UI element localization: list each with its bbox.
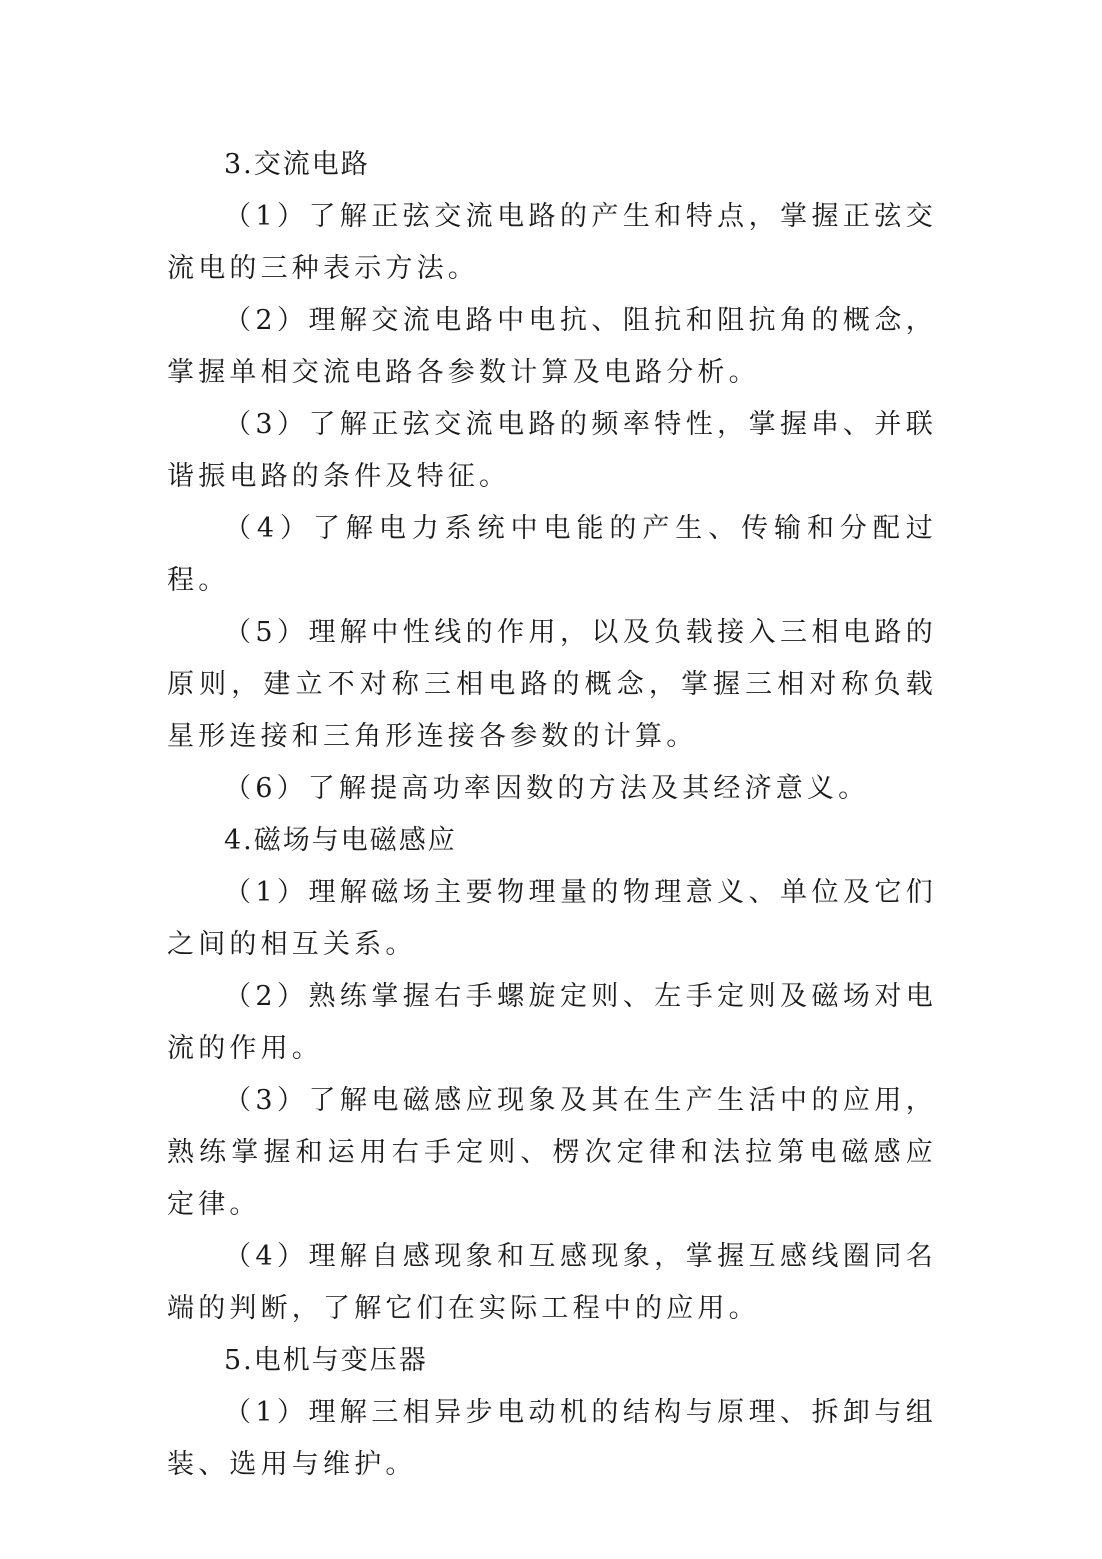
list-item: （3）了解电磁感应现象及其在生产生活中的应用，熟练掌握和运用右手定则、楞次定律和法拉第电磁感应定律。: [167, 1085, 937, 1220]
list-item: （4）了解电力系统中电能的产生、传输和分配过程。: [167, 513, 937, 596]
list-item: （4）理解自感现象和互感现象，掌握互感线圈同名端的判断，了解它们在实际工程中的应用。: [167, 1241, 937, 1324]
list-item: （3）了解正弦交流电路的频率特性，掌握串、并联谐振电路的条件及特征。: [167, 409, 937, 492]
list-item: （1）理解磁场主要物理量的物理意义、单位及它们之间的相互关系。: [167, 877, 937, 960]
list-item: （2）理解交流电路中电抗、阻抗和阻抗角的概念，掌握单相交流电路各参数计算及电路分析。: [167, 305, 937, 388]
section-heading: 5.电机与变压器: [224, 1345, 428, 1376]
section-heading: 4.磁场与电磁感应: [224, 825, 457, 856]
list-item: （1）理解三相异步电动机的结构与原理、拆卸与组装、选用与维护。: [167, 1397, 937, 1480]
list-item: （5）理解中性线的作用，以及负载接入三相电路的原则，建立不对称三相电路的概念，掌握三相对称负载星形连接和三角形连接各参数的计算。: [167, 617, 937, 752]
list-item: （1）了解正弦交流电路的产生和特点，掌握正弦交流电的三种表示方法。: [167, 201, 937, 284]
document-body: [167, 139, 937, 1491]
section-heading: 3.交流电路: [224, 149, 370, 180]
list-item: （2）熟练掌握右手螺旋定则、左手定则及磁场对电流的作用。: [167, 981, 937, 1064]
list-item: （6）了解提高功率因数的方法及其经济意义。: [224, 773, 870, 804]
